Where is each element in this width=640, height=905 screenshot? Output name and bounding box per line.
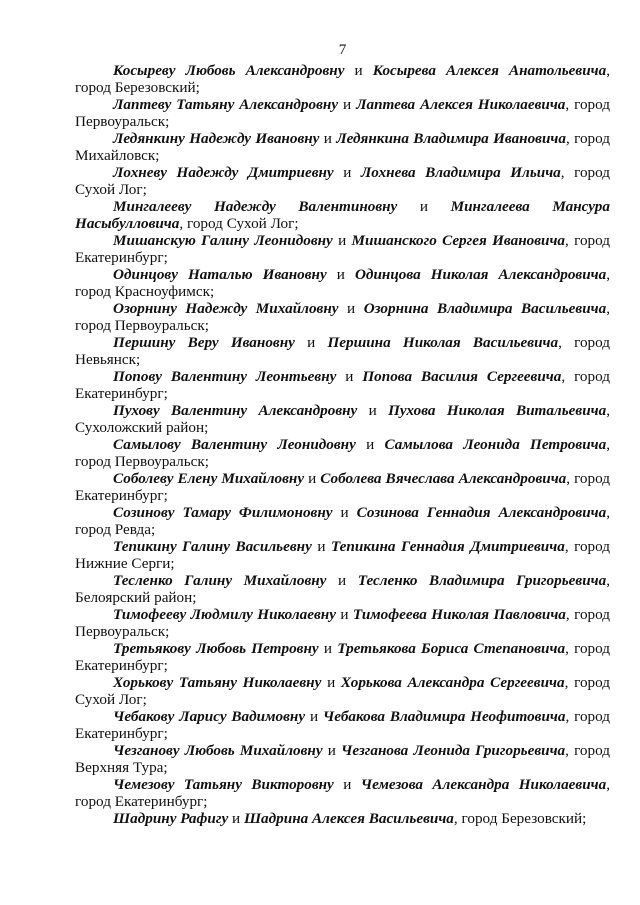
wife-name: Хорькову Татьяну Николаевну <box>113 674 322 691</box>
place: город Екатеринбург; <box>75 368 610 402</box>
connector: и <box>343 776 352 793</box>
place: город Первоуральск; <box>75 317 210 334</box>
wife-name: Мингалееву Надежду Валентиновну <box>113 198 398 215</box>
award-list <box>75 62 610 827</box>
connector: и <box>338 572 347 589</box>
wife-name: Чемезову Татьяну Викторовну <box>113 776 334 793</box>
husband-name: Созинова Геннадия Александровича <box>356 504 607 521</box>
wife-name: Лаптеву Татьяну Александровну <box>113 96 339 113</box>
place: город Верхняя Тура; <box>75 742 610 776</box>
wife-name: Третьякову Любовь Петровну <box>113 640 319 657</box>
document-page <box>75 41 610 827</box>
list-item: Третьякову Любовь Петровну и Третьякова Бориса Степановича, город Екатеринбург; <box>75 640 611 674</box>
wife-name: Тимофееву Людмилу Николаевну <box>113 606 336 623</box>
wife-name: Мишанскую Галину Леонидовну <box>113 232 333 249</box>
connector: и <box>307 334 316 351</box>
list-item: Самылову Валентину Леонидовну и Самылова Леонида Петровича, город Первоуральск; <box>75 436 610 470</box>
connector: и <box>343 96 352 113</box>
list-item: Тесленко Галину Михайловну и Тесленко Владимира Григорьевича, Белоярский район; <box>75 572 610 606</box>
place: город Первоуральск; <box>75 96 611 130</box>
list-item: Хорькову Татьяну Николаевну и Хорькова Александра Сергеевича, город Сухой Лог; <box>75 674 611 708</box>
place: город Нижние Серги; <box>75 538 611 572</box>
connector: и <box>323 130 332 147</box>
list-item: Мишанскую Галину Леонидовну и Мишанского Сергея Ивановича, город Екатеринбург; <box>75 232 611 266</box>
list-item: Созинову Тамару Филимоновну и Созинова Геннадия Александровича, город Ревда; <box>75 504 611 538</box>
wife-name: Пухову Валентину Александровну <box>113 402 358 419</box>
place: город Сухой Лог; <box>75 164 611 198</box>
list-item: Ледянкину Надежду Ивановну и Ледянкина Владимира Ивановича, город Михайловск; <box>75 130 611 164</box>
list-item: Першину Веру Ивановну и Першина Николая Васильевича, город Невьянск; <box>75 334 611 368</box>
list-item: Тимофееву Людмилу Николаевну и Тимофеева Николая Павловича, город Первоуральск; <box>75 606 611 640</box>
wife-name: Попову Валентину Леонтьевну <box>113 368 337 385</box>
husband-name: Тесленко Владимира Григорьевича <box>357 572 607 589</box>
place: город Екатеринбург; <box>75 708 611 742</box>
list-item: Чебакову Ларису Вадимовну и Чебакова Владимира Неофитовича, город Екатеринбург; <box>75 708 611 742</box>
connector: и <box>340 606 349 623</box>
wife-name: Одинцову Наталью Ивановну <box>113 266 327 283</box>
connector: и <box>327 674 336 691</box>
place: город Михайловск; <box>75 130 611 164</box>
wife-name: Першину Веру Ивановну <box>113 334 295 351</box>
connector: и <box>338 232 347 249</box>
list-item: Тепикину Галину Васильевну и Тепикина Геннадия Дмитриевича, город Нижние Серги; <box>75 538 611 572</box>
husband-name: Чебакова Владимира Неофитовича <box>322 708 566 725</box>
place: город Екатеринбург; <box>75 793 208 810</box>
husband-name: Лохнева Владимира Ильича <box>360 164 561 181</box>
list-item: Лаптеву Татьяну Александровну и Лаптева Алексея Николаевича, город Первоуральск; <box>75 96 611 130</box>
connector: и <box>354 62 363 79</box>
list-item: Одинцову Наталью Ивановну и Одинцова Николая Александровича, город Красноуфимск; <box>75 266 611 300</box>
wife-name: Озорнину Надежду Михайловну <box>113 300 339 317</box>
husband-name: Самылова Леонида Петровича <box>384 436 607 453</box>
place: город Ревда; <box>75 521 156 538</box>
list-item: Чемезову Татьяну Викторовну и Чемезова Александра Николаевича, город Екатеринбург; <box>75 776 611 810</box>
connector: и <box>347 300 356 317</box>
husband-name: Хорькова Александра Сергеевича <box>340 674 565 691</box>
husband-name: Мингалеева Мансура Насыбулловича <box>75 198 610 232</box>
connector: и <box>345 368 354 385</box>
place: город Первоуральск; <box>75 606 611 640</box>
husband-name: Попова Василия Сергеевича <box>362 368 562 385</box>
husband-name: Соболева Вячеслава Александровича <box>320 470 567 487</box>
wife-name: Созинову Тамару Филимоновну <box>113 504 333 521</box>
husband-name: Пухова Николая Витальевича <box>388 402 607 419</box>
connector: и <box>336 266 345 283</box>
list-item: Пухову Валентину Александровну и Пухова Николая Витальевича, Сухоложский район; <box>75 402 611 436</box>
wife-name: Тесленко Галину Михайловну <box>113 572 327 589</box>
place: город Екатеринбург; <box>75 640 611 674</box>
connector: и <box>366 436 375 453</box>
husband-name: Першина Николая Васильевича <box>327 334 559 351</box>
list-item: Попову Валентину Леонтьевну и Попова Василия Сергеевича, город Екатеринбург; <box>75 368 610 402</box>
place: Белоярский район; <box>75 589 197 606</box>
wife-name: Чебакову Ларису Вадимовну <box>113 708 306 725</box>
page-number: 7 <box>338 41 347 58</box>
connector: и <box>232 810 241 827</box>
husband-name: Косырева Алексея Анатольевича <box>372 62 607 79</box>
connector: и <box>327 742 336 759</box>
list-item: Озорнину Надежду Михайловну и Озорнина Владимира Васильевича, город Первоуральск; <box>75 300 611 334</box>
husband-name: Ледянкина Владимира Ивановича <box>336 130 566 147</box>
husband-name: Лаптева Алексея Николаевича <box>356 96 566 113</box>
wife-name: Лохневу Надежду Дмитриевну <box>113 164 334 181</box>
list-item: Чезганову Любовь Михайловну и Чезганова Леонида Григорьевича, город Верхняя Тура; <box>75 742 610 776</box>
husband-name: Чезганова Леонида Григорьевича <box>340 742 566 759</box>
husband-name: Тимофеева Николая Павловича <box>352 606 566 623</box>
place: город Сухой Лог; <box>75 674 611 708</box>
connector: и <box>340 504 349 521</box>
wife-name: Самылову Валентину Леонидовну <box>113 436 356 453</box>
wife-name: Шадрину Рафигу <box>113 810 229 827</box>
list-item: Соболеву Елену Михайловну и Соболева Вячеслава Александровича, город Екатеринбург; <box>75 470 610 504</box>
connector: и <box>343 164 352 181</box>
connector: и <box>419 198 429 215</box>
wife-name: Тепикину Галину Васильевну <box>113 538 312 555</box>
wife-name: Косыреву Любовь Александровну <box>113 62 345 79</box>
list-item: Лохневу Надежду Дмитриевну и Лохнева Владимира Ильича, город Сухой Лог; <box>75 164 611 198</box>
place: город Первоуральск; <box>75 453 210 470</box>
place: город Екатеринбург; <box>75 470 610 504</box>
list-item: Мингалееву Надежду Валентиновну и Мингалеева Мансура Насыбулловича, город Сухой Лог; <box>75 198 610 232</box>
wife-name: Чезганову Любовь Михайловну <box>113 742 323 759</box>
husband-name: Одинцова Николая Александровича <box>354 266 607 283</box>
husband-name: Шадрина Алексея Васильевича <box>243 810 454 827</box>
list-item: Косыреву Любовь Александровну и Косырева Алексея Анатольевича, город Березовский; <box>75 62 611 96</box>
place: город Красноуфимск; <box>75 283 215 300</box>
husband-name: Третьякова Бориса Степановича <box>337 640 566 657</box>
husband-name: Тепикина Геннадия Дмитриевича <box>330 538 565 555</box>
place: Сухоложский район; <box>75 419 209 436</box>
connector: и <box>317 538 326 555</box>
place: город Невьянск; <box>75 334 611 368</box>
connector: и <box>308 470 317 487</box>
husband-name: Чемезова Александра Николаевича <box>360 776 607 793</box>
place: город Екатеринбург; <box>75 232 611 266</box>
wife-name: Соболеву Елену Михайловну <box>113 470 305 487</box>
husband-name: Мишанского Сергея Ивановича <box>351 232 566 249</box>
list-item: Шадрину Рафигу и Шадрина Алексея Васильевича, город Березовский; <box>113 810 587 827</box>
place: город Березовский; <box>461 810 587 827</box>
place: город Сухой Лог; <box>186 215 299 232</box>
husband-name: Озорнина Владимира Васильевича <box>363 300 607 317</box>
wife-name: Ледянкину Надежду Ивановну <box>113 130 320 147</box>
connector: и <box>323 640 332 657</box>
place: город Березовский; <box>75 79 200 96</box>
connector: и <box>368 402 377 419</box>
connector: и <box>309 708 319 725</box>
